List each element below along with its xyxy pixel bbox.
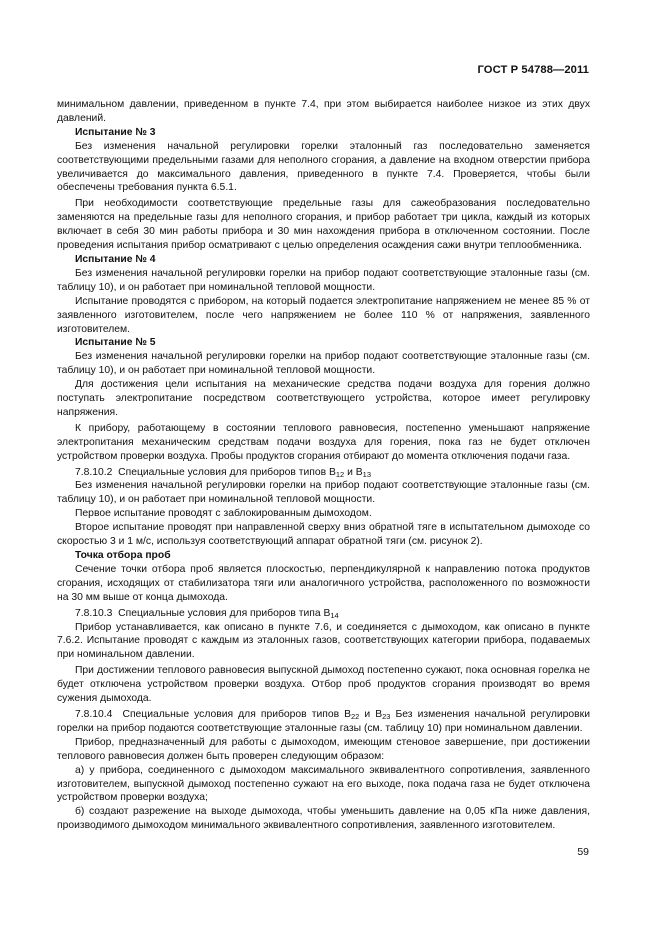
section-number: 7.8.10.4	[75, 708, 113, 720]
section-title: Специальные условия для приборов типов B	[118, 466, 336, 478]
subscript: 14	[330, 610, 339, 620]
section-text: Без изменения начальной регулировки горелки на прибор подаются соответствующие эталонные газы (см. таблицу 10) при номинальном давлении.	[57, 708, 590, 734]
section-number: 7.8.10.2	[75, 466, 113, 478]
paragraph: Без изменения начальной регулировки горелки эталонный газ последовательно заменяется соответствующими предельными газами для неполного сгорания, а давление на входном отверстии прибора увеличивается до максимального давления, приведенного в пункте 7.4. Проверяется, чтобы были обеспечены требования пункта 6.5.1.	[57, 140, 590, 194]
paragraph: К прибору, работающему в состоянии теплового равновесия, постепенно уменьшают напряжение электропитания механическим средствам подачи воздуха для горения, пока газ не будет отключен устройством проверки воздуха. Пробы продуктов сгорания отбирают до момента отключения подачи газа.	[57, 422, 590, 462]
paragraph: При необходимости соответствующие предельные газы для сажеобразования последовательно заменяются на предельные газы для неполного сгорания, и прибор работает три цикла, каждый из которых включает в себя 30 мин работы прибора и 30 мин нахождения прибора в отключенном состоянии. После проведения испытания прибор осматривают с целью определения осаждения сажи внутри теплообменника.	[57, 198, 590, 252]
paragraph: Сечение точки отбора проб является плоскостью, перпендикулярной к направлению потока продуктов сгорания, исходящих от стабилизатора тяги или аналогичного устройства, расположенного по возможности на 30 мм выше от конца дымохода.	[57, 563, 590, 603]
test-5-heading: Испытание № 5	[75, 337, 156, 349]
section-7-8-10-2-heading	[57, 466, 590, 480]
document-body	[57, 98, 590, 833]
paragraph: Испытание проводятся с прибором, на который подается электропитание напряжением не менее 85 % от заявленного изготовителем, после чего напряжением не более 110 % от напряжения, заявленного изготовителем.	[57, 295, 590, 335]
document-header: ГОСТ Р 54788—2011	[477, 64, 589, 76]
paragraph: минимальном давлении, приведенном в пункте 7.4, при этом выбирается наиболее низкое из этих двух давлений.	[57, 99, 590, 124]
test-4-heading: Испытание № 4	[75, 253, 156, 265]
paragraph: Прибор устанавливается, как описано в пункте 7.6, и соединяется с дымоходом, как описано в пункте 7.6.2. Испытание проводят с каждым из эталонных газов, соответствующих категории прибора, подаваемых при номинальном давлении.	[57, 621, 590, 661]
subscript: 22	[351, 711, 360, 721]
paragraph: Для достижения цели испытания на механические средства подачи воздуха для горения должно поступать электропитание посредством соответствующего устройства, которое имеет регулировку напряжения.	[57, 379, 590, 418]
subscript: 23	[382, 711, 391, 721]
sampling-point-heading: Точка отбора проб	[75, 550, 171, 561]
section-title-and: и B	[359, 708, 383, 720]
subscript: 13	[362, 469, 371, 479]
list-item-a: а) у прибора, соединенного с дымоходом максимального эквивалентного сопротивления, заявленного изготовителем, выпускной дымоход постепенно сужают на его выходе, пока подача газа не будет отключена устройством проверки воздуха;	[57, 764, 590, 804]
paragraph: Второе испытание проводят при направленной сверху вниз обратной тяге в испытательном дымоходе со скоростью 3 и 1 м/с, используя соответствующий аппарат обратной тяги (см. рисунок 2).	[57, 522, 590, 548]
subscript: 12	[335, 469, 345, 479]
page-number: 59	[577, 846, 589, 858]
paragraph: Без изменения начальной регулировки горелки на прибор подают соответствующие эталонные газы (см. таблицу 10), и он работает при номинальной тепловой мощности.	[57, 480, 590, 506]
section-7-8-10-4-paragraph	[57, 708, 590, 736]
paragraph: Без изменения начальной регулировки горелки на прибор подают соответствующие эталонные газы (см. таблицу 10), и он работает при номинальной тепловой мощности.	[57, 351, 590, 377]
test-3-heading: Испытание № 3	[75, 126, 156, 138]
paragraph: Прибор, предназначенный для работы с дымоходом, имеющим стеновое завершение, при достижении теплового равновесия должен быть проверен следующим образом:	[57, 736, 590, 762]
list-item-b: б) создают разрежение на выходе дымохода, чтобы уменьшить давление на 0,05 кПа ниже давления, производимого дымоходом минимального эквивалентного сопротивления, заявленного изготовителем.	[57, 806, 590, 832]
section-title: Специальные условия для приборов типа B	[118, 607, 331, 619]
paragraph: При достижении теплового равновесия выпускной дымоход постепенно сужают, пока основная горелка не будет отключена устройством проверки воздуха. Отбор проб продуктов сгорания производят во время сужения дымохода.	[57, 665, 590, 705]
section-title: Специальные условия для приборов типов B	[122, 708, 352, 720]
section-7-8-10-3-heading	[57, 607, 590, 621]
section-number: 7.8.10.3	[75, 607, 113, 619]
section-title-and: и B	[344, 466, 363, 478]
paragraph: Без изменения начальной регулировки горелки на прибор подают соответствующие эталонные газы (см. таблицу 10), и он работает при номинальной тепловой мощности.	[57, 267, 590, 293]
paragraph: Первое испытание проводят с заблокированным дымоходом.	[75, 508, 372, 520]
